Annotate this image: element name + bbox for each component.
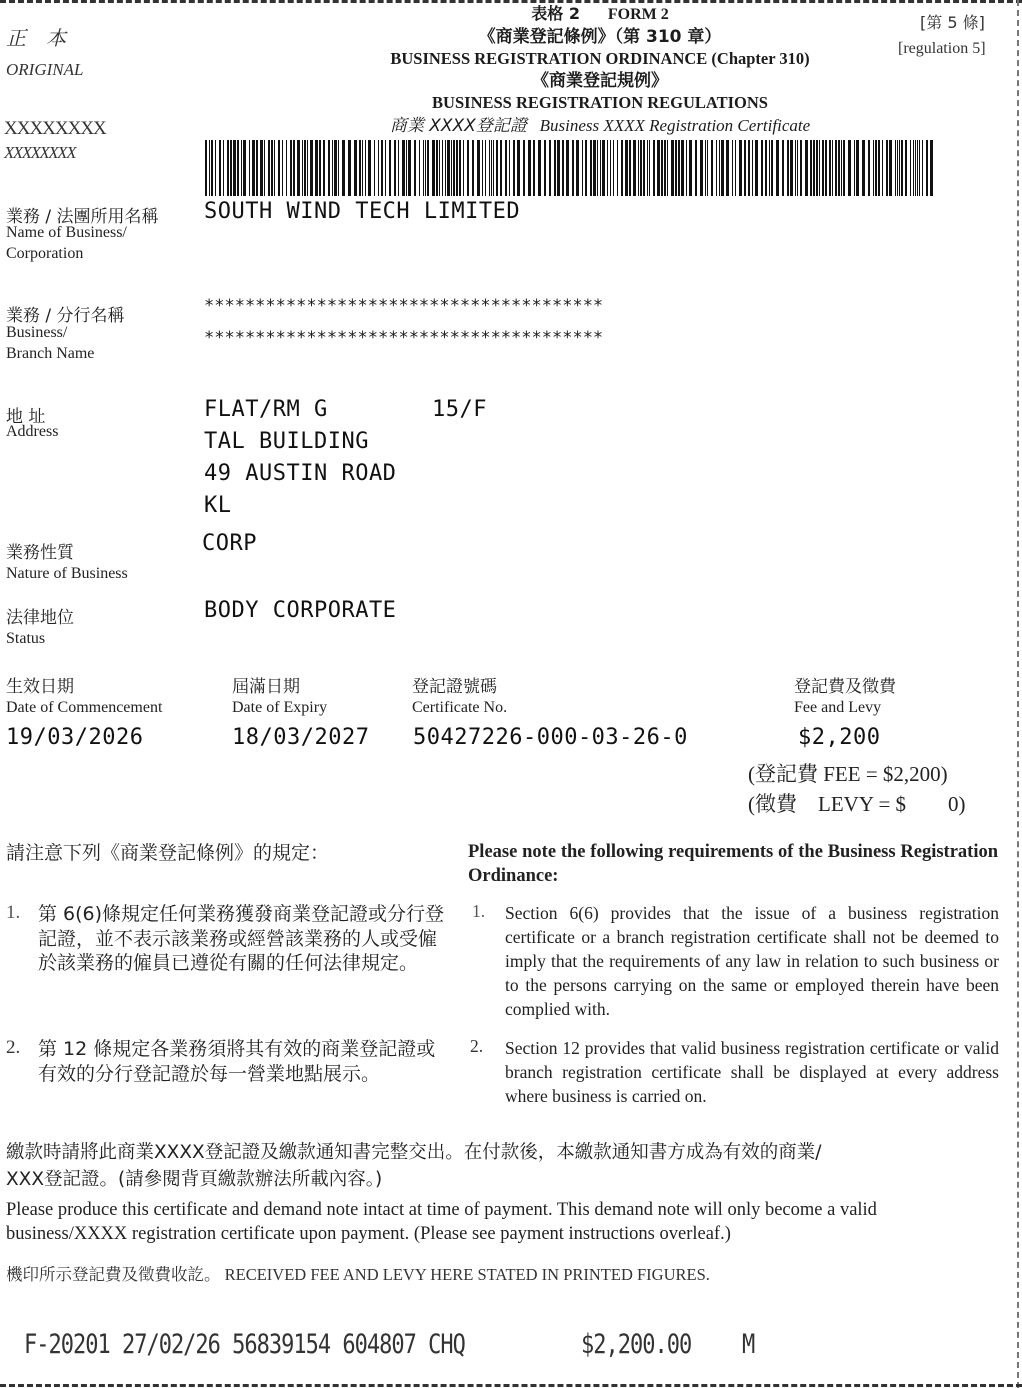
certificate-label-en: Certificate No. — [412, 699, 508, 716]
regulations-zh: 《商業登記規例》 — [532, 71, 668, 91]
certificate-title: 商業 XXXX登記證 Business XXXX Registration Certificate — [389, 116, 811, 136]
received-statement: 機印所示登記費及徵費收訖。 RECEIVED FEE AND LEVY HERE STATED IN PRINTED FIGURES. — [6, 1265, 710, 1284]
form-number: 表格 2 FORM 2 — [531, 4, 669, 23]
branch-label-zh: 業務 / 分行名稱 — [6, 306, 125, 326]
note-2-zh: 第 12 條規定各業務須將其有效的商業登記證或有效的分行登記證於每一營業地點展示。 — [38, 1038, 436, 1085]
receipt-mark: M — [742, 1330, 756, 1360]
note-number: 1. — [6, 902, 21, 923]
ordinance-zh: 《商業登記條例》（第 310 章） — [478, 27, 722, 47]
regulation-ref-zh: [第 5 條] — [920, 13, 985, 32]
expiry-date: 18/03/2027 — [232, 725, 370, 750]
address-street: 49 AUSTIN ROAD — [204, 461, 397, 486]
barcode — [205, 140, 933, 196]
notes-heading-en: Please note the following requirements of the Business Registration Ordinance: — [468, 842, 998, 886]
note-1-zh: 第 6(6)條規定任何業務獲發商業登記證或分行登記證，並不表示該業務或經營該業務的人或受僱於該業務的僱員已遵從有關的任何法律規定。 — [38, 903, 445, 974]
payment-instruction-zh: 繳款時請將此商業XXXX登記證及繳款通知書完整交出。在付款後，本繳款通知書方成為有效的商業/ — [6, 1142, 822, 1163]
note-number: 2. — [6, 1037, 21, 1058]
receipt-amount: $2,200.00 — [581, 1330, 692, 1360]
note-2-en: Section 12 provides that valid business registration certificate or valid branch registration certificate shall be displayed at every address where business is carried on. — [505, 1038, 999, 1106]
masked-code: XXXXXXXX — [4, 143, 76, 162]
nature-label-en: Nature of Business — [6, 565, 128, 582]
fee-breakdown: (登記費 FEE = $2,200) — [748, 762, 948, 786]
masked-code: XXXXXXXX — [4, 118, 106, 139]
status-value: BODY CORPORATE — [204, 598, 397, 623]
levy-breakdown: (徵費 LEVY = $ 0) — [748, 792, 966, 816]
payment-instruction-zh: XXX登記證。(請參閱背頁繳款辦法所載內容。) — [6, 1169, 383, 1190]
branch-name-value: *************************************** — [204, 328, 604, 348]
notes-heading-zh: 請注意下列《商業登記條例》的規定： — [6, 842, 330, 864]
branch-label-en: Business/ — [6, 324, 68, 341]
right-perforation — [1017, 0, 1019, 1388]
nature-label-zh: 業務性質 — [6, 543, 74, 563]
certificate-number: 50427226-000-03-26-0 — [413, 725, 688, 750]
copy-type-zh: 正 本 — [6, 26, 66, 50]
name-label-en: Corporation — [6, 245, 84, 262]
name-label-en: Name of Business/ — [6, 224, 127, 241]
address-flat: FLAT/RM G — [204, 397, 328, 422]
nature-value: CORP — [202, 531, 257, 556]
fee-label-zh: 登記費及徵費 — [794, 677, 896, 697]
status-label-zh: 法律地位 — [6, 608, 74, 628]
address-building: TAL BUILDING — [204, 429, 369, 454]
expiry-label-zh: 屆滿日期 — [232, 677, 300, 697]
ordinance-en: BUSINESS REGISTRATION ORDINANCE (Chapter 310) — [390, 49, 810, 68]
bottom-perforation — [0, 1384, 1022, 1387]
status-label-en: Status — [6, 630, 46, 647]
fee-total: $2,200 — [798, 725, 881, 750]
commencement-label-zh: 生效日期 — [6, 677, 74, 697]
branch-name-value: *************************************** — [204, 296, 604, 316]
commencement-date: 19/03/2026 — [6, 725, 144, 750]
regulation-ref-en: [regulation 5] — [898, 40, 986, 57]
name-label-zh: 業務 / 法團所用名稱 — [6, 207, 159, 227]
address-floor: 15/F — [432, 397, 487, 422]
fee-label-en: Fee and Levy — [794, 699, 882, 716]
note-1-en: Section 6(6) provides that the issue of a business registration certificate or a branch registration certificate shall not be deemed to imply that the requirements of any law in relation to such business or to the persons carrying on the same or employed therein have been complied with. — [505, 903, 999, 1019]
branch-label-en: Branch Name — [6, 345, 95, 362]
address-label-en: Address — [6, 423, 59, 440]
address-district: KL — [204, 493, 232, 518]
expiry-label-en: Date of Expiry — [232, 699, 328, 716]
copy-type-en: ORIGINAL — [6, 60, 84, 79]
payment-instruction-en: business/XXXX registration certificate upon payment. (Please see payment instructions overleaf.) — [6, 1224, 731, 1244]
commencement-label-en: Date of Commencement — [6, 699, 163, 716]
regulations-en: BUSINESS REGISTRATION REGULATIONS — [432, 93, 768, 112]
certificate-label-zh: 登記證號碼 — [412, 677, 497, 697]
receipt-line: F-20201 27/02/26 56839154 604807 CHQ — [24, 1330, 465, 1360]
note-number: 1. — [472, 901, 486, 921]
address-label-zh: 地 址 — [6, 407, 46, 427]
note-number: 2. — [470, 1036, 484, 1056]
payment-instruction-en: Please produce this certificate and demand note intact at time of payment. This demand note will only become a valid — [6, 1200, 877, 1220]
business-name-value: SOUTH WIND TECH LIMITED — [204, 199, 521, 224]
